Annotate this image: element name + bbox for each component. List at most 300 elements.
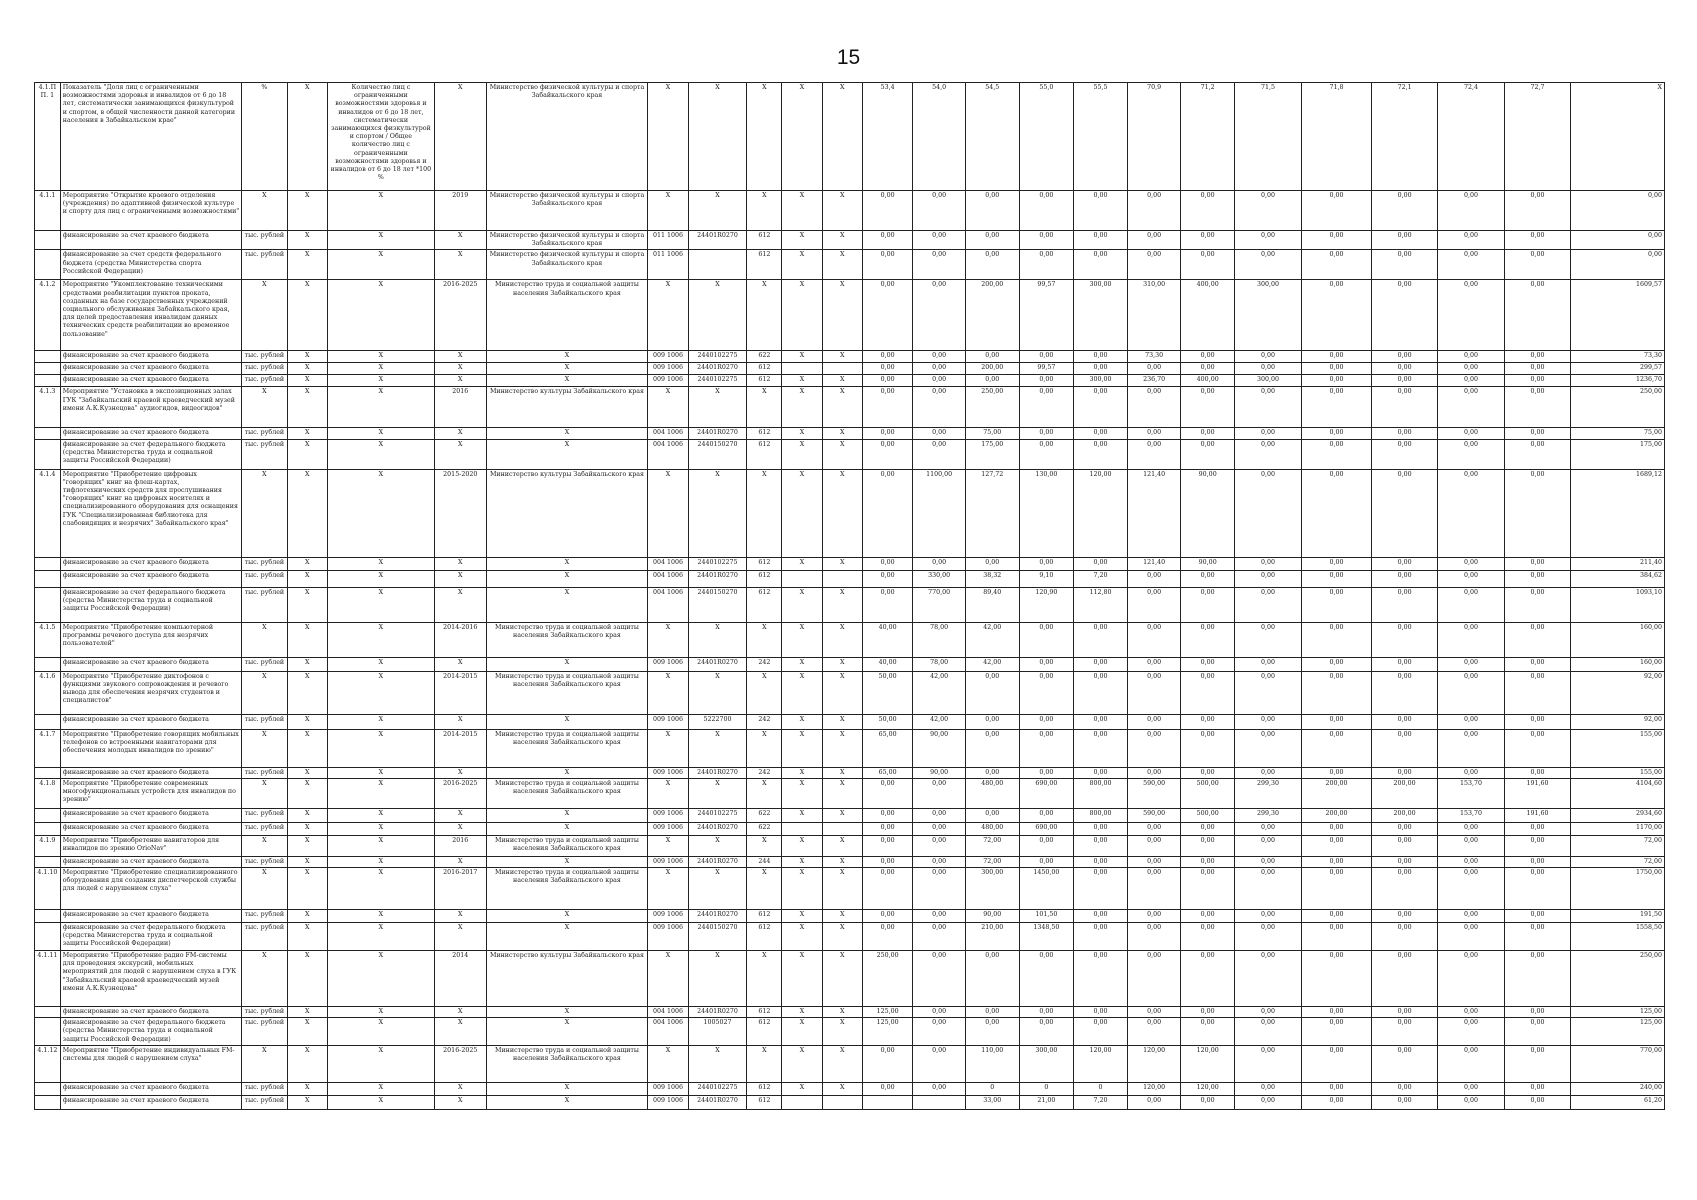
table-cell: X	[747, 778, 782, 808]
table-row	[35, 1018, 1665, 1046]
table-cell: 4.1.ПП. 1	[35, 83, 61, 191]
table-cell	[35, 428, 61, 439]
table-cell: 40,00	[862, 657, 913, 671]
table-cell: 0,00	[1372, 671, 1438, 714]
table-cell: 0,00	[1438, 191, 1505, 231]
table-cell: 0,00	[1438, 923, 1505, 951]
table-cell: 0,00	[1181, 351, 1235, 363]
table-cell: X	[435, 351, 487, 363]
table-row	[35, 428, 1665, 439]
table-cell: 250,00	[1571, 387, 1665, 428]
table-cell: 200,00	[1372, 808, 1438, 822]
table-cell: X	[327, 363, 434, 375]
table-cell: 0,00	[1505, 767, 1571, 778]
table-cell: 73,30	[1127, 351, 1181, 363]
table-cell: 0,00	[965, 231, 1019, 250]
table-cell: 009 1006	[648, 351, 688, 363]
table-cell: 0,00	[1235, 363, 1302, 375]
table-cell: 0,00	[1235, 657, 1302, 671]
table-cell: тыс. рублей	[242, 808, 287, 822]
table-cell: 0,00	[1372, 1018, 1438, 1046]
table-row	[35, 1007, 1665, 1018]
table-cell: 0,00	[862, 439, 913, 469]
table-cell: 0,00	[913, 250, 966, 280]
table-cell: 0,00	[1127, 622, 1181, 657]
table-cell: 0,00	[1505, 570, 1571, 587]
table-cell: 0,00	[1505, 250, 1571, 280]
table-cell: X	[287, 1018, 327, 1046]
table-cell: Мероприятие "Приобретение индивидуальных FM-системы для людей с нарушением слуха"	[60, 1045, 241, 1082]
table-cell: X	[782, 729, 822, 767]
table-cell: 89,40	[965, 587, 1019, 622]
table-cell: Министерство физической культуры и спорта Забайкальского края	[486, 191, 648, 231]
table-cell: 0,00	[1181, 439, 1235, 469]
table-cell: 0	[1019, 1082, 1074, 1095]
table-cell: 0,00	[1505, 363, 1571, 375]
table-cell: 24401R0270	[688, 767, 747, 778]
table-cell: 42,00	[965, 657, 1019, 671]
table-cell: 0,00	[1019, 439, 1074, 469]
table-cell: 0,00	[1302, 1018, 1372, 1046]
table-cell: 004 1006	[648, 587, 688, 622]
table-cell: 50,00	[862, 714, 913, 729]
table-cell: 0,00	[1302, 910, 1372, 923]
table-cell: 0,00	[1505, 1045, 1571, 1082]
table-cell: тыс. рублей	[242, 767, 287, 778]
table-cell: X	[242, 387, 287, 428]
table-cell: X	[782, 439, 822, 469]
table-cell: 009 1006	[648, 1095, 688, 1109]
table-cell: финансирование за счет краевого бюджета	[60, 570, 241, 587]
table-cell: 0,00	[1235, 622, 1302, 657]
table-cell: X	[435, 439, 487, 469]
table-cell: 0,00	[1438, 822, 1505, 835]
table-cell: 0,00	[1019, 729, 1074, 767]
table-cell: 0,00	[965, 729, 1019, 767]
table-cell	[35, 363, 61, 375]
table-cell: 0,00	[1372, 250, 1438, 280]
table-cell: 612	[747, 250, 782, 280]
table-cell: 99,57	[1019, 363, 1074, 375]
table-cell: X	[287, 767, 327, 778]
table-cell: 5222700	[688, 714, 747, 729]
table-cell: 612	[747, 923, 782, 951]
table-cell: 0,00	[862, 910, 913, 923]
table-cell: 125,00	[862, 1007, 913, 1018]
table-cell: 009 1006	[648, 808, 688, 822]
table-cell	[35, 1082, 61, 1095]
table-cell: Министерство культуры Забайкальского края	[486, 387, 648, 428]
table-row	[35, 822, 1665, 835]
table-cell: X	[688, 191, 747, 231]
table-cell: X	[435, 1095, 487, 1109]
table-cell: 40,00	[862, 622, 913, 657]
table-cell: 72,4	[1438, 83, 1505, 191]
table-cell: 2014-2015	[435, 671, 487, 714]
table-cell: X	[435, 1007, 487, 1018]
table-cell: X	[242, 622, 287, 657]
table-cell: 009 1006	[648, 923, 688, 951]
table-cell: 0,00	[965, 1007, 1019, 1018]
table-cell: 0,00	[1074, 1007, 1128, 1018]
table-cell: X	[782, 778, 822, 808]
table-cell: 0,00	[1505, 729, 1571, 767]
table-cell: 0,00	[1302, 1082, 1372, 1095]
table-cell: 0,00	[1074, 714, 1128, 729]
table-cell: 0,00	[862, 1045, 913, 1082]
table-cell: 0,00	[1235, 1045, 1302, 1082]
table-cell: X	[327, 1018, 434, 1046]
table-cell: 242	[747, 657, 782, 671]
table-cell: 0,00	[965, 714, 1019, 729]
table-cell: 110,00	[965, 1045, 1019, 1082]
table-cell: X	[435, 557, 487, 570]
table-row	[35, 231, 1665, 250]
table-cell	[35, 657, 61, 671]
table-cell: 0,00	[1438, 280, 1505, 351]
table-cell: 90,00	[1181, 469, 1235, 557]
table-cell: 612	[747, 1018, 782, 1046]
table-cell: X	[648, 868, 688, 910]
table-cell: 0,00	[1571, 191, 1665, 231]
table-cell: X	[486, 351, 648, 363]
table-cell: 42,00	[913, 714, 966, 729]
table-cell: X	[287, 363, 327, 375]
table-cell: 65,00	[862, 729, 913, 767]
table-cell: 2016-2017	[435, 868, 487, 910]
table-cell: Министерство труда и социальной защиты населения Забайкальского края	[486, 835, 648, 856]
table-row	[35, 363, 1665, 375]
table-cell: 90,00	[965, 910, 1019, 923]
table-cell: 24401R0270	[688, 1095, 747, 1109]
table-cell: X	[688, 729, 747, 767]
table-cell: 250,00	[1571, 951, 1665, 1007]
table-cell: X	[747, 387, 782, 428]
table-cell: финансирование за счет краевого бюджета	[60, 1082, 241, 1095]
table-cell: 2016-2025	[435, 280, 487, 351]
table-cell: 0,00	[1505, 671, 1571, 714]
table-cell: 0,00	[1505, 428, 1571, 439]
table-cell: 0,00	[1074, 351, 1128, 363]
table-cell: 1100,00	[913, 469, 966, 557]
table-cell: X	[327, 835, 434, 856]
table-cell: 0,00	[1074, 363, 1128, 375]
table-cell: 0,00	[1127, 910, 1181, 923]
table-cell: Министерство труда и социальной защиты населения Забайкальского края	[486, 622, 648, 657]
table-cell: 0,00	[913, 363, 966, 375]
table-row	[35, 923, 1665, 951]
table-cell: 0,00	[1302, 428, 1372, 439]
table-cell: 0,00	[1074, 856, 1128, 867]
table-cell: 690,00	[1019, 778, 1074, 808]
table-cell: 0,00	[1438, 231, 1505, 250]
table-cell: 42,00	[913, 671, 966, 714]
table-cell: 0,00	[1235, 767, 1302, 778]
table-cell: X	[822, 808, 862, 822]
table-cell: 0,00	[862, 822, 913, 835]
table-cell: тыс. рублей	[242, 822, 287, 835]
table-cell: 0,00	[1074, 557, 1128, 570]
table-row	[35, 808, 1665, 822]
table-cell: 125,00	[1571, 1018, 1665, 1046]
table-cell: 0,00	[1127, 714, 1181, 729]
table-cell: X	[435, 250, 487, 280]
table-cell: X	[287, 808, 327, 822]
table-cell: 0,00	[1074, 923, 1128, 951]
table-cell: 0,00	[1302, 951, 1372, 1007]
table-cell: 0,00	[1127, 671, 1181, 714]
table-cell: 0,00	[1181, 835, 1235, 856]
table-cell: 0,00	[913, 439, 966, 469]
table-cell: 0,00	[1235, 868, 1302, 910]
table-cell: 0,00	[1127, 428, 1181, 439]
table-cell: 155,00	[1571, 729, 1665, 767]
table-cell: 9,10	[1019, 570, 1074, 587]
table-cell: 4.1.12	[35, 1045, 61, 1082]
table-cell: 2016	[435, 835, 487, 856]
table-row	[35, 671, 1665, 714]
table-cell	[35, 808, 61, 822]
table-cell: 004 1006	[648, 428, 688, 439]
table-cell: X	[242, 835, 287, 856]
table-cell: X	[648, 83, 688, 191]
table-cell: X	[822, 375, 862, 387]
table-cell: 0,00	[1181, 587, 1235, 622]
table-cell: финансирование за счет федерального бюджета (средства Министерства труда и социальной защиты Российской Федерации)	[60, 1018, 241, 1046]
table-cell: 38,32	[965, 570, 1019, 587]
table-cell: Министерство труда и социальной защиты населения Забайкальского края	[486, 280, 648, 351]
table-cell: 0,00	[1438, 351, 1505, 363]
table-cell: 160,00	[1571, 622, 1665, 657]
table-cell: X	[327, 280, 434, 351]
table-cell: X	[782, 671, 822, 714]
table-cell: 0,00	[1372, 1007, 1438, 1018]
table-cell: X	[242, 868, 287, 910]
table-cell: 125,00	[1571, 1007, 1665, 1018]
table-cell: 153,70	[1438, 778, 1505, 808]
table-cell: финансирование за счет краевого бюджета	[60, 1007, 241, 1018]
table-cell: 211,40	[1571, 557, 1665, 570]
table-cell: X	[327, 868, 434, 910]
table-cell: X	[327, 856, 434, 867]
table-cell: 0	[1074, 1082, 1128, 1095]
table-cell: 0,00	[1505, 351, 1571, 363]
table-cell: 0,00	[862, 923, 913, 951]
table-cell: X	[327, 767, 434, 778]
table-cell: 009 1006	[648, 822, 688, 835]
table-cell: 0,00	[1235, 822, 1302, 835]
table-cell: 0,00	[965, 351, 1019, 363]
table-cell: 0,00	[913, 191, 966, 231]
table-cell: 0,00	[1127, 923, 1181, 951]
table-cell: X	[486, 910, 648, 923]
table-cell: 0,00	[1019, 657, 1074, 671]
table-cell: X	[822, 622, 862, 657]
table-cell: X	[287, 910, 327, 923]
table-cell: 0,00	[1019, 951, 1074, 1007]
table-cell: 622	[747, 808, 782, 822]
table-cell: 175,00	[1571, 439, 1665, 469]
table-cell: 009 1006	[648, 910, 688, 923]
table-cell: 2440102275	[688, 375, 747, 387]
table-cell: финансирование за счет краевого бюджета	[60, 375, 241, 387]
table-cell: X	[327, 657, 434, 671]
table-cell: 2016-2025	[435, 1045, 487, 1082]
table-cell: Мероприятие "Приобретение современных многофункциональных устройств для инвалидов по зрению"	[60, 778, 241, 808]
table-cell: финансирование за счет краевого бюджета	[60, 363, 241, 375]
table-cell: 4.1.4	[35, 469, 61, 557]
table-row	[35, 835, 1665, 856]
table-cell: 0,00	[1074, 387, 1128, 428]
table-cell: X	[822, 83, 862, 191]
table-cell: 004 1006	[648, 1018, 688, 1046]
table-cell: Мероприятие "Приобретение специализированного оборудования для создания диспетчерской службы для людей с нарушением слуха"	[60, 868, 241, 910]
table-cell: финансирование за счет краевого бюджета	[60, 714, 241, 729]
table-cell: финансирование за счет краевого бюджета	[60, 657, 241, 671]
table-cell: 0,00	[913, 835, 966, 856]
table-cell: X	[782, 587, 822, 622]
table-cell: 1093,10	[1571, 587, 1665, 622]
table-cell: 0,00	[1019, 835, 1074, 856]
table-cell: 400,00	[1181, 375, 1235, 387]
table-cell: 0,00	[1372, 714, 1438, 729]
table-cell	[822, 570, 862, 587]
table-cell: 200,00	[1372, 778, 1438, 808]
table-cell: 770,00	[1571, 1045, 1665, 1082]
table-cell: X	[822, 231, 862, 250]
table-cell: 612	[747, 570, 782, 587]
table-row	[35, 1095, 1665, 1109]
table-cell: 0,00	[1235, 191, 1302, 231]
table-cell: X	[435, 1082, 487, 1095]
table-cell: 0,00	[1181, 363, 1235, 375]
table-cell: X	[782, 557, 822, 570]
table-cell: 71,2	[1181, 83, 1235, 191]
table-cell: 300,00	[1019, 1045, 1074, 1082]
table-cell: финансирование за счет федерального бюджета (средства Министерства труда и социальной защиты Российской Федерации)	[60, 923, 241, 951]
table-cell: X	[287, 83, 327, 191]
table-cell: 70,9	[1127, 83, 1181, 191]
table-cell: X	[435, 910, 487, 923]
table-cell: X	[782, 280, 822, 351]
table-cell: X	[327, 671, 434, 714]
table-cell: X	[327, 714, 434, 729]
table-cell: X	[327, 250, 434, 280]
table-cell: X	[747, 671, 782, 714]
table-cell: X	[648, 191, 688, 231]
table-cell: 0,00	[1181, 868, 1235, 910]
table-cell: 0,00	[913, 1045, 966, 1082]
table-cell: X	[435, 657, 487, 671]
table-row	[35, 469, 1665, 557]
table-cell: X	[822, 778, 862, 808]
table-cell: финансирование за счет краевого бюджета	[60, 351, 241, 363]
table-cell: 0,00	[1505, 622, 1571, 657]
table-cell: X	[327, 439, 434, 469]
table-cell: X	[327, 191, 434, 231]
table-cell: 0,00	[1302, 1007, 1372, 1018]
table-cell: X	[327, 923, 434, 951]
table-cell: тыс. рублей	[242, 1018, 287, 1046]
table-cell: 0,00	[1019, 622, 1074, 657]
table-cell: 0,00	[1181, 729, 1235, 767]
table-cell: 009 1006	[648, 363, 688, 375]
table-cell: X	[648, 469, 688, 557]
table-row	[35, 83, 1665, 191]
table-cell: Министерство труда и социальной защиты населения Забайкальского края	[486, 1045, 648, 1082]
table-cell: 0,00	[1505, 868, 1571, 910]
table-cell: 0,00	[1438, 439, 1505, 469]
table-cell: 0,00	[1505, 923, 1571, 951]
table-cell: 101,50	[1019, 910, 1074, 923]
table-row	[35, 910, 1665, 923]
table-cell: тыс. рублей	[242, 363, 287, 375]
table-cell: 0,00	[913, 557, 966, 570]
table-cell: 7,20	[1074, 570, 1128, 587]
table-cell: 4.1.9	[35, 835, 61, 856]
table-cell: X	[688, 622, 747, 657]
table-row	[35, 587, 1665, 622]
table-cell: X	[782, 469, 822, 557]
table-cell: 0,00	[1235, 835, 1302, 856]
table-cell: X	[486, 856, 648, 867]
table-cell: финансирование за счет краевого бюджета	[60, 856, 241, 867]
table-cell: 612	[747, 910, 782, 923]
table-cell: 191,60	[1505, 778, 1571, 808]
table-cell: 92,00	[1571, 671, 1665, 714]
table-cell: X	[242, 778, 287, 808]
table-cell: X	[822, 835, 862, 856]
table-cell: 011 1006	[648, 250, 688, 280]
table-cell: 0,00	[965, 191, 1019, 231]
table-cell: 0,00	[965, 375, 1019, 387]
table-cell: 0,00	[1074, 439, 1128, 469]
table-cell	[822, 822, 862, 835]
table-cell: 120,00	[1074, 1045, 1128, 1082]
table-cell: 0,00	[1235, 671, 1302, 714]
table-cell: 4.1.10	[35, 868, 61, 910]
table-cell: 400,00	[1181, 280, 1235, 351]
table-cell: 4.1.2	[35, 280, 61, 351]
table-cell: 0,00	[1019, 231, 1074, 250]
table-cell: X	[782, 856, 822, 867]
table-cell	[35, 570, 61, 587]
table-row	[35, 1045, 1665, 1082]
table-cell: X	[486, 587, 648, 622]
table-cell: 0,00	[1302, 351, 1372, 363]
table-cell: X	[486, 363, 648, 375]
table-cell: 004 1006	[648, 1007, 688, 1018]
table-cell: 0,00	[1505, 587, 1571, 622]
table-cell: 250,00	[862, 951, 913, 1007]
table-cell: X	[782, 923, 822, 951]
table-cell: 0,00	[1505, 439, 1571, 469]
table-cell: X	[327, 1045, 434, 1082]
table-cell: Министерство труда и социальной защиты населения Забайкальского края	[486, 868, 648, 910]
table-cell: X	[822, 657, 862, 671]
table-cell: 0,00	[913, 387, 966, 428]
table-cell: X	[688, 387, 747, 428]
table-cell: X	[822, 714, 862, 729]
table-cell: 121,40	[1127, 469, 1181, 557]
table-cell: 0,00	[1302, 767, 1372, 778]
table-cell: тыс. рублей	[242, 856, 287, 867]
table-cell: 0,00	[1505, 856, 1571, 867]
table-cell: 0,00	[1302, 868, 1372, 910]
table-cell: 0,00	[1019, 714, 1074, 729]
table-cell: 0,00	[1302, 191, 1372, 231]
table-cell: 770,00	[913, 587, 966, 622]
